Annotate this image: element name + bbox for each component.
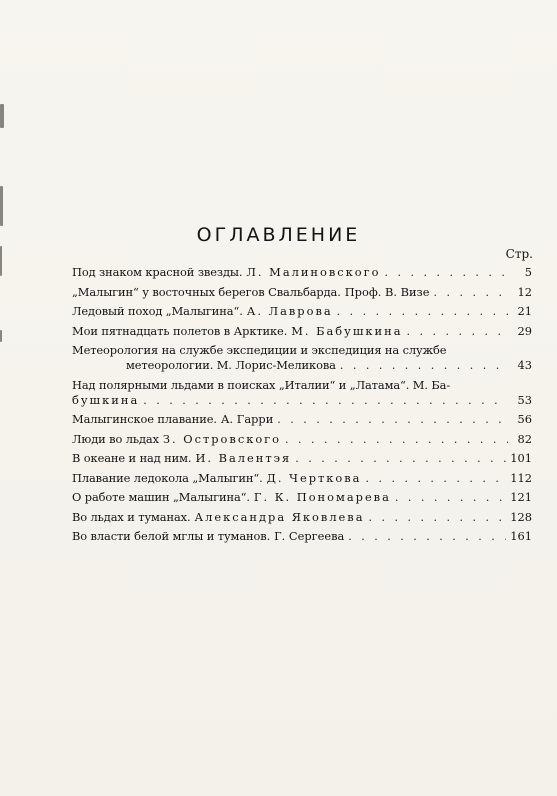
toc-entry-author: А. Гарри	[220, 412, 274, 426]
toc-entry-author: Проф. В. Визе	[344, 284, 430, 299]
toc-entry-author: Д. Черткова	[266, 470, 362, 485]
toc-entry-title: „Малыгин“ у восточных берегов Свальбарда.	[72, 284, 341, 299]
dot-leader	[295, 451, 506, 466]
dot-leader	[285, 432, 508, 447]
toc-entry-author: Л. Малиновского	[246, 265, 381, 279]
toc-entry-title: Люди во льдах	[72, 431, 159, 446]
toc-entry-page: 112	[510, 470, 532, 485]
binding-mark	[0, 330, 2, 342]
toc-entry-author: И. Валентэя	[195, 451, 292, 465]
toc-entry-title: Малыгинское плавание.	[72, 412, 217, 426]
toc-entry-author: З. Островского	[162, 431, 282, 446]
dot-leader	[143, 393, 508, 408]
toc-entry	[72, 432, 532, 447]
toc-entry-page: 121	[510, 490, 532, 504]
dot-leader	[369, 510, 507, 525]
page-title: ОГЛАВЛЕНИЕ	[196, 224, 361, 246]
dot-leader	[384, 265, 508, 280]
toc-entry-page: 56	[517, 412, 532, 426]
toc-entry-author: М. Бабушкина	[291, 323, 403, 338]
toc-entry-title: Ледовый поход „Малыгина“.	[72, 304, 243, 318]
toc-entry	[72, 265, 532, 280]
toc-entry	[72, 324, 532, 339]
toc-entry	[72, 343, 532, 373]
toc-entry-author: Александра Яковлева	[194, 509, 365, 524]
table-of-contents	[72, 265, 532, 549]
toc-entry	[72, 412, 532, 427]
toc-entry	[72, 378, 532, 408]
page-column-label: Стр.	[505, 247, 533, 261]
toc-entry-author: А. Лаврова	[246, 304, 333, 318]
toc-entry-title: Метеорология на службе экспедиции и экспедиция на службе	[72, 343, 447, 357]
toc-entry	[72, 490, 532, 505]
toc-entry	[72, 304, 532, 319]
dot-leader	[365, 471, 506, 486]
toc-entry-page: 82	[517, 431, 532, 446]
binding-mark	[0, 246, 2, 276]
toc-entry-page: 101	[510, 451, 532, 465]
toc-entry-page: 21	[517, 304, 532, 318]
toc-entry-title-continued: бушкина	[72, 392, 140, 407]
toc-entry-author: Г. К. Пономарева	[253, 490, 391, 504]
toc-entry-title: В океане и над ним.	[72, 451, 192, 465]
toc-entry-title-continued: метеорологии. М. Лорис-Меликова	[126, 358, 336, 372]
toc-entry-title: Мои пятнадцать полетов в Арктике.	[72, 323, 288, 338]
toc-entry-page: 43	[517, 358, 532, 372]
dot-leader	[277, 412, 508, 427]
toc-entry-title: Во власти белой мглы и туманов.	[72, 529, 271, 543]
toc-entry-title: Над полярными льдами в поисках „Италии“ и „Латама“. М. Ба-	[72, 377, 451, 392]
toc-entry-page: 29	[517, 323, 532, 338]
toc-entry-page: 128	[510, 509, 532, 524]
toc-entry	[72, 451, 532, 466]
toc-entry-title: Плавание ледокола „Малыгин“.	[72, 470, 263, 485]
toc-entry-title: О работе машин „Малыгина“.	[72, 490, 250, 504]
dot-leader	[434, 285, 508, 300]
toc-entry	[72, 510, 532, 525]
dot-leader	[407, 324, 508, 339]
toc-entry-page: 12	[517, 284, 532, 299]
dot-leader	[395, 490, 506, 505]
dot-leader	[340, 358, 508, 373]
toc-entry	[72, 285, 532, 300]
toc-entry-title: Во льдах и туманах.	[72, 509, 191, 524]
toc-entry-author: Г. Сергеева	[274, 529, 345, 543]
toc-entry	[72, 471, 532, 486]
toc-entry-title: Под знаком красной звезды.	[72, 265, 243, 279]
dot-leader	[337, 304, 508, 319]
binding-mark	[0, 186, 3, 226]
toc-entry-page: 161	[510, 529, 532, 543]
dot-leader	[348, 529, 506, 544]
toc-entry	[72, 529, 532, 544]
toc-entry-page: 5	[524, 265, 532, 279]
binding-mark	[0, 104, 4, 128]
toc-entry-page: 53	[517, 392, 532, 407]
